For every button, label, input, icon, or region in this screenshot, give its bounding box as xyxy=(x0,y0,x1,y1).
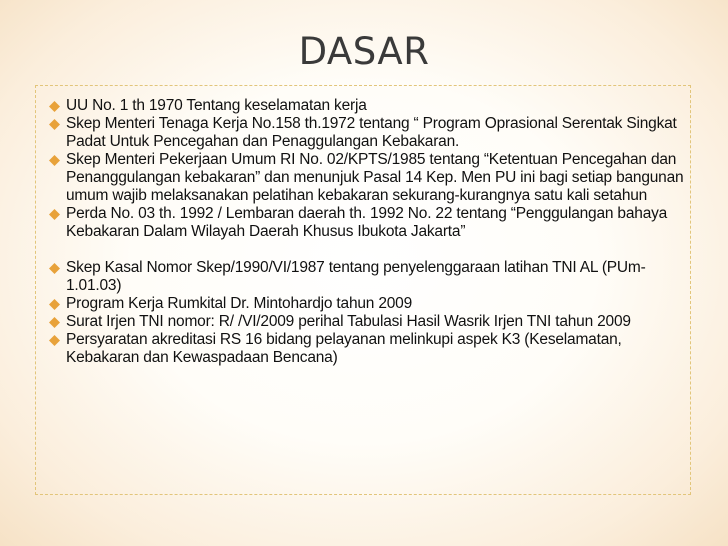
diamond-bullet-icon xyxy=(47,97,61,115)
bullet-text: Persyaratan akreditasi RS 16 bidang pelayanan melinkupi aspek K3 (Keselamatan, Kebakaran dan Kewaspadaan Bencana) xyxy=(66,331,622,366)
bullet-item xyxy=(47,313,692,331)
diamond-bullet-icon xyxy=(47,331,61,349)
bullet-item xyxy=(47,259,692,295)
slide-title: DASAR xyxy=(298,30,430,73)
bullet-item xyxy=(47,151,692,205)
diamond-bullet-icon xyxy=(47,259,61,277)
bullet-text: Perda No. 03 th. 1992 / Lembaran daerah th. 1992 No. 22 tentang “Penggulangan bahaya Kebakaran Dalam Wilayah Daerah Khusus Ibukota Jakarta” xyxy=(66,205,668,240)
bullet-item xyxy=(47,205,692,241)
diamond-bullet-icon xyxy=(47,115,61,133)
bullet-list xyxy=(47,97,692,367)
bullet-item xyxy=(47,295,692,313)
bullet-text: Surat Irjen TNI nomor: R/ /VI/2009 perihal Tabulasi Hasil Wasrik Irjen TNI tahun 2009 xyxy=(66,313,631,330)
bullet-item xyxy=(47,97,692,115)
diamond-bullet-icon xyxy=(47,313,61,331)
bullet-item xyxy=(47,331,692,367)
bullet-text: Skep Menteri Pekerjaan Umum RI No. 02/KPTS/1985 tentang “Ketentuan Pencegahan dan Penanggulangan kebakaran” dan menunjuk Pasal 14 Kep. Men PU ini bagi setiap bangunan umum wajib melaksanakan pelatihan kebakaran sekurang-kurangnya satu kali setahun xyxy=(66,151,684,204)
diamond-bullet-icon xyxy=(47,205,61,223)
bullet-text: Skep Menteri Tenaga Kerja No.158 th.1972 tentang “ Program Oprasional Serentak Singkat Padat Untuk Pencegahan dan Penaggulangan Kebakaran. xyxy=(66,115,677,150)
diamond-bullet-icon xyxy=(47,295,61,313)
bullet-text: Program Kerja Rumkital Dr. Mintohardjo tahun 2009 xyxy=(66,295,413,312)
diamond-bullet-icon xyxy=(47,151,61,169)
bullet-text: UU No. 1 th 1970 Tentang keselamatan kerja xyxy=(66,97,367,114)
bullet-text: Skep Kasal Nomor Skep/1990/VI/1987 tentang penyelenggaraan latihan TNI AL (PUm-1.01.03) xyxy=(66,259,646,294)
bullet-item xyxy=(47,115,692,151)
